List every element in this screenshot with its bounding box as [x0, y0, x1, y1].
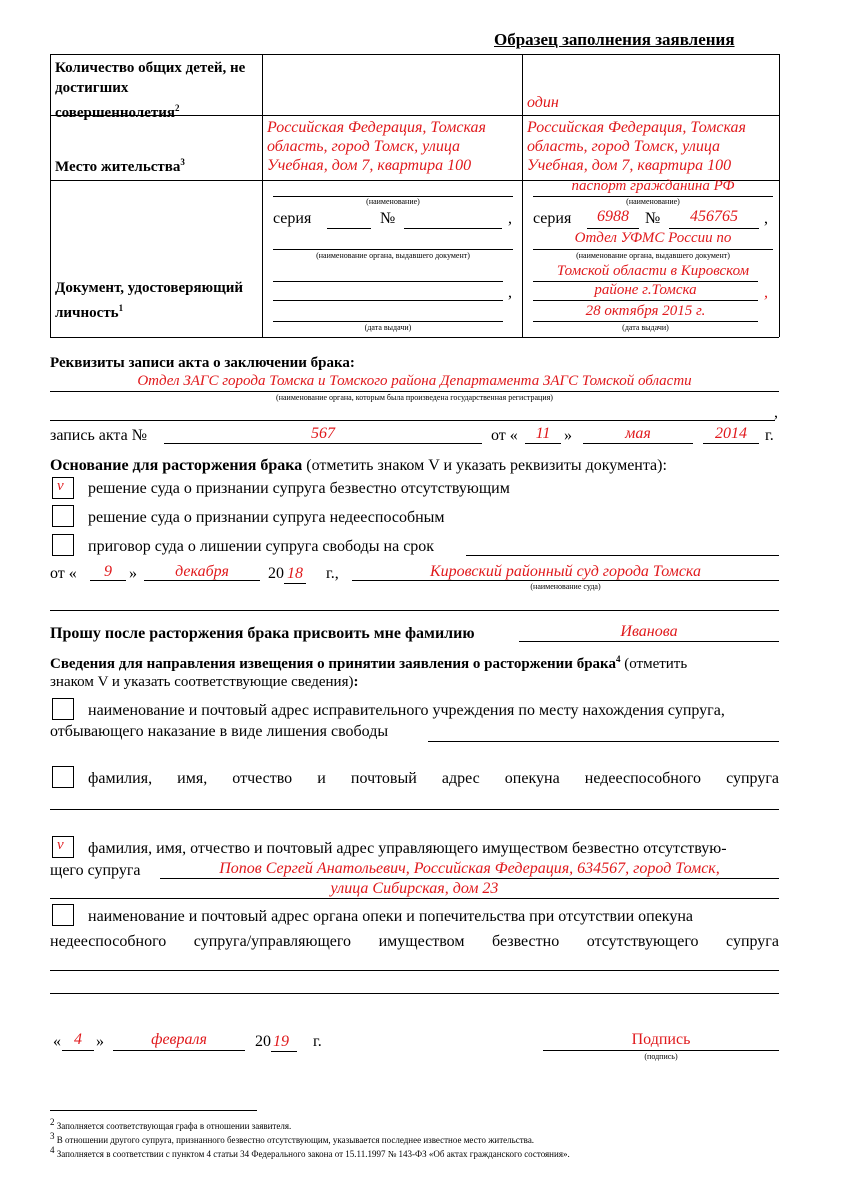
- record-month: мая: [625, 425, 651, 442]
- notice-option4-checkbox[interactable]: [52, 904, 74, 926]
- footnote-2: $^2$ Заполняется соответствующая графа в отношении заявителя.: [50, 1117, 292, 1131]
- notice-option3-line2: щего супруга: [50, 862, 141, 879]
- residence-label: Место жительства$^3$: [55, 157, 185, 175]
- notice-option3-value2: улица Сибирская, дом 23: [330, 880, 499, 897]
- residence-second: Российская Федерация, Томская область, город Томск, улица Учебная, дом 7, квартира 100: [527, 119, 746, 174]
- marriage-heading: Реквизиты записи акта о заключении брака:: [50, 355, 355, 371]
- signature-value: Подпись: [631, 1031, 691, 1048]
- notice-option4: наименование и почтовый адрес органа опеки и попечительства при отсутствии опекуна: [88, 908, 694, 925]
- grounds-option1-mark: v: [57, 478, 64, 494]
- notice-option2: фамилия, имя, отчество и почтовый адрес опекуна недееспособного супруга: [88, 770, 779, 787]
- notice-option1: наименование и почтовый адрес исправительного учреждения по месту нахождения супруга,: [88, 702, 725, 719]
- footnote-3: $^3$ В отношении другого супруга, признанного безвестно отсутствующим, указывается последнее известное место жительства.: [50, 1131, 535, 1145]
- court-caption: (наименование суда): [530, 582, 601, 591]
- document-label: Документ, удостоверяющий личность$^1$: [55, 280, 244, 321]
- grounds-day: 9: [104, 563, 112, 580]
- signature-day: 4: [74, 1031, 82, 1048]
- signature-year: 19: [271, 1033, 297, 1052]
- grounds-option1: решение суда о признании супруга безвестно отсутствующим: [88, 480, 510, 497]
- notice-heading-line2: знаком V и указать соответствующие сведения):: [50, 674, 359, 690]
- marriage-authority: Отдел ЗАГС города Томска и Томского района Департамента ЗАГС Томской области: [137, 373, 692, 389]
- notice-option3: фамилия, имя, отчество и почтовый адрес управляющего имуществом безвестно отсутствую-: [88, 840, 727, 857]
- notice-option1-line2: отбывающего наказание в виде лишения свободы: [50, 723, 389, 740]
- grounds-heading: Основание для расторжения брака (отметить знаком V и указать реквизиты документа):: [50, 457, 667, 474]
- grounds-month: декабря: [175, 563, 229, 580]
- children-label: Количество общих детей, не достигших совершеннолетия$^2$: [55, 60, 246, 121]
- surname-label: Прошу после расторжения брака присвоить мне фамилию: [50, 625, 475, 642]
- record-label: запись акта №: [50, 427, 147, 444]
- signature-month: февраля: [151, 1031, 207, 1048]
- notice-option4-line2: недееспособного супруга/управляющего имуществом безвестно отсутствующего супруга: [50, 933, 779, 950]
- footnote-4: $^4$ Заполняется в соответствии с пунктом 4 статьи 34 Федерального закона от 15.11.1997 № 143-ФЗ «Об актах гражданского состояния».: [50, 1145, 570, 1159]
- notice-option3-mark: v: [57, 837, 64, 853]
- page-title: Образец заполнения заявления: [494, 30, 735, 49]
- grounds-court: Кировский районный суд города Томска: [429, 563, 702, 580]
- notice-option3-value1: Попов Сергей Анатольевич, Российская Федерация, 634567, город Томск,: [219, 860, 720, 877]
- children-value: один: [527, 94, 559, 111]
- record-year: 2014: [715, 425, 747, 442]
- residence-first: Российская Федерация, Томская область, город Томск, улица Учебная, дом 7, квартира 100: [267, 119, 486, 174]
- grounds-option3: приговор суда о лишении супруга свободы на срок: [88, 538, 435, 555]
- grounds-year: 18: [284, 565, 306, 584]
- marriage-authority-caption: (наименование органа, которым была произведена государственная регистрация): [276, 393, 553, 402]
- notice-heading: Сведения для направления извещения о принятии заявления о расторжении брака$^4$ (отметить: [50, 654, 688, 672]
- record-day: 11: [535, 425, 551, 442]
- surname-value: Иванова: [620, 623, 678, 640]
- notice-option1-checkbox[interactable]: [52, 698, 74, 720]
- record-number: 567: [311, 425, 335, 442]
- grounds-option2: решение суда о признании супруга недееспособным: [88, 509, 445, 526]
- grounds-option2-checkbox[interactable]: [52, 505, 74, 527]
- signature-caption: (подпись): [644, 1052, 678, 1061]
- grounds-option3-checkbox[interactable]: [52, 534, 74, 556]
- notice-option2-checkbox[interactable]: [52, 766, 74, 788]
